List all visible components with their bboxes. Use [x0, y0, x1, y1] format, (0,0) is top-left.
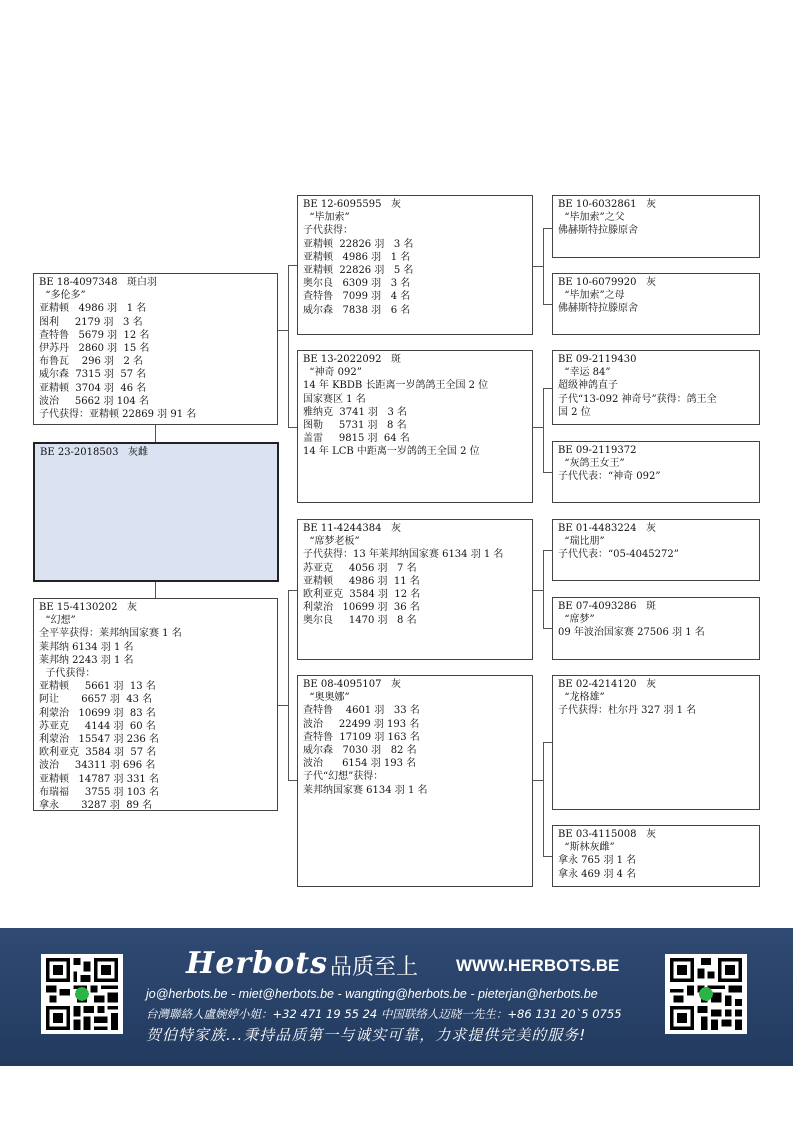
connector-line [543, 472, 552, 473]
pedigree-line: 利蒙治 15547 羽 236 名 [39, 734, 159, 746]
pedigree-line: 子代代表：“05-4045272” [558, 549, 679, 561]
pedigree-line: 奥尔良 1470 羽 8 名 [303, 615, 417, 627]
pedigree-dam-box [33, 598, 278, 811]
pedigree-line: BE 12-6095595 灰 [303, 199, 402, 210]
pedigree-line: BE 23-2018503 灰雌 [40, 447, 149, 458]
pedigree-line: “毕加索”之母 [558, 290, 625, 302]
pedigree-sire-sire-box [297, 195, 533, 335]
connector-line [288, 780, 297, 781]
pedigree-line: 奥尔良 6309 羽 3 名 [303, 278, 411, 290]
pedigree-line: 波治 6154 羽 193 名 [303, 758, 417, 770]
pedigree-line: “多伦多” [39, 290, 86, 302]
connector-line [288, 590, 289, 780]
pedigree-line: “毕加索” [303, 212, 350, 224]
connector-line [543, 742, 544, 856]
pedigree-line: 布鲁瓦 296 羽 2 名 [39, 356, 144, 368]
pedigree-line: 查特鲁 5679 羽 12 名 [39, 329, 150, 341]
connector-line [155, 425, 156, 442]
pedigree-line: 威尔森 7838 羽 6 名 [303, 304, 411, 316]
pedigree-sire-box [33, 273, 278, 425]
pedigree-line: 查特鲁 17109 羽 163 名 [303, 731, 420, 743]
pedigree-line: “幻想” [39, 615, 76, 627]
pedigree-sire-dam-box [297, 350, 533, 503]
pedigree-line: 莱邦纳 2243 羽 1 名 [39, 654, 134, 666]
connector-line [533, 780, 543, 781]
footer-banner [0, 928, 793, 1066]
pedigree-line: 苏亚克 4056 羽 7 名 [303, 562, 417, 574]
pedigree-line: 莱邦纳国家赛 6134 羽 1 名 [303, 784, 428, 796]
connector-line [543, 388, 544, 472]
company-motto: 贺伯特家族...秉持品质第一与诚实可靠，力求提供完美的服务! [146, 1026, 587, 1044]
pedigree-line: 阿让 6657 羽 43 名 [39, 694, 153, 706]
pedigree-dss-box [552, 519, 760, 581]
pedigree-line: 欧利亚克 3584 羽 12 名 [303, 589, 421, 601]
connector-line [533, 266, 543, 267]
pedigree-line: 子代获得：13 年莱邦纳国家赛 6134 羽 1 名 [303, 549, 504, 561]
pedigree-line: BE 01-4483224 灰 [558, 523, 657, 534]
pedigree-line: 子代“13-092 神奇号”获得：鸽王全 [558, 393, 717, 405]
pedigree-line: 拿永 765 羽 1 名 [558, 855, 637, 867]
pedigree-line: 图利 2179 羽 3 名 [39, 316, 143, 328]
pedigree-line: 波治 34311 羽 696 名 [39, 760, 156, 772]
pedigree-line: 威尔森 7030 羽 82 名 [303, 745, 417, 757]
pedigree-line: BE 15-4130202 灰 [39, 602, 138, 613]
pedigree-line: 利蒙治 10699 羽 83 名 [39, 707, 156, 719]
pedigree-line: 伊苏丹 2860 羽 15 名 [39, 343, 150, 355]
connector-line [543, 550, 544, 628]
pedigree-line: “灰鸽王女王” [558, 458, 625, 470]
pedigree-line: 盖雷 9815 羽 64 名 [303, 433, 410, 445]
pedigree-line: 佛赫斯特拉滕原舍 [558, 225, 638, 237]
pedigree-line: 利蒙治 10699 羽 36 名 [303, 602, 420, 614]
pedigree-line: 欧利亚克 3584 羽 57 名 [39, 747, 157, 759]
pedigree-line: 威尔森 7315 羽 57 名 [39, 369, 147, 381]
pedigree-dam-sire-box [297, 519, 533, 660]
qr-code-right-icon [665, 954, 747, 1034]
pedigree-line: 亚精顿 3704 羽 46 名 [39, 382, 147, 394]
pedigree-line: 莱邦纳 6134 羽 1 名 [39, 641, 134, 653]
connector-line [533, 590, 543, 591]
connector-line [543, 628, 552, 629]
pedigree-line: BE 13-2022092 斑 [303, 354, 402, 365]
pedigree-line: BE 08-4095107 灰 [303, 679, 402, 690]
pedigree-line: 亚精顿 5661 羽 13 名 [39, 681, 156, 693]
pedigree-sds-box [552, 350, 760, 425]
phone-contacts: 台灣聯絡人盧婉婷小姐：+32 471 19 55 24 中国联络人迈晓一先生：+86 131 20`5 0755 [146, 1007, 622, 1021]
pedigree-line: BE 07-4093286 斑 [558, 601, 657, 612]
connector-line [543, 228, 544, 304]
pedigree-line: 亚精顿 4986 羽 1 名 [39, 303, 147, 315]
pedigree-line: 子代获得： [39, 668, 96, 680]
pedigree-line: 国家赛区 1 名 [303, 393, 366, 405]
pedigree-line: “毕加索”之父 [558, 212, 625, 224]
pedigree-line: 图勒 5731 羽 8 名 [303, 420, 407, 432]
pedigree-line: 子代代表：“神奇 092” [558, 471, 661, 483]
pedigree-line: 亚精顿 22826 羽 5 名 [303, 265, 414, 277]
pedigree-line: 子代获得： [303, 225, 353, 237]
pedigree-line: 子代获得：亚精顿 22869 羽 91 名 [39, 409, 197, 421]
connector-line [288, 265, 297, 266]
pedigree-line: “奥奥娜” [303, 692, 350, 704]
connector-line [543, 856, 552, 857]
email-contacts[interactable]: jo@herbots.be - miet@herbots.be - wangting@herbots.be - pieterjan@herbots.be [146, 987, 598, 1001]
connector-line [278, 330, 288, 331]
brand-logo: Herbots [186, 946, 328, 981]
pedigree-line: “幸运 84” [558, 367, 611, 379]
pedigree-line: 亚精顿 22826 羽 3 名 [303, 238, 414, 250]
pedigree-sss-box [552, 195, 760, 258]
pedigree-line: 拿永 3287 羽 89 名 [39, 800, 153, 811]
pedigree-ddd-box [552, 825, 760, 887]
pedigree-line: 拿永 469 羽 4 名 [558, 868, 637, 880]
connector-line [288, 590, 297, 591]
pedigree-line: “席梦老板” [303, 536, 360, 548]
pedigree-dds-box [552, 675, 760, 810]
pedigree-line: BE 02-4214120 灰 [558, 679, 657, 690]
pedigree-line: 全平苹获得：莱邦纳国家赛 1 名 [39, 628, 182, 640]
connector-line [543, 388, 552, 389]
connector-line [155, 582, 156, 598]
pedigree-line: 苏亚克 4144 羽 60 名 [39, 720, 156, 732]
pedigree-line: BE 11-4244384 灰 [303, 523, 402, 534]
pedigree-line: BE 10-6079920 灰 [558, 277, 657, 288]
pedigree-line: “斯林灰雌” [558, 842, 615, 854]
pedigree-line: 国 2 位 [558, 406, 591, 418]
pedigree-line: BE 09-2119430 [558, 354, 637, 365]
pedigree-line: 亚精顿 14787 羽 331 名 [39, 773, 159, 785]
pedigree-line: 亚精顿 4986 羽 1 名 [303, 251, 411, 263]
pedigree-line: 子代“幻想”获得： [303, 771, 384, 783]
connector-line [288, 427, 297, 428]
pedigree-line: BE 03-4115008 灰 [558, 829, 657, 840]
connector-line [543, 228, 552, 229]
pedigree-line: “瑞比朋” [558, 536, 605, 548]
pedigree-line: “龙格雄” [558, 692, 605, 704]
pedigree-line: 子代获得：杜尔丹 327 羽 1 名 [558, 705, 697, 717]
pedigree-ssd-box [552, 273, 760, 335]
pedigree-line: “神奇 092” [303, 367, 362, 379]
connector-line [288, 265, 289, 427]
pedigree-line: 布瑞福 3755 羽 103 名 [39, 786, 159, 798]
pedigree-line: BE 10-6032861 灰 [558, 199, 657, 210]
pedigree-dsd-box [552, 597, 760, 660]
pedigree-line: 雅纳克 3741 羽 3 名 [303, 406, 408, 418]
pedigree-line: 佛赫斯特拉滕原舍 [558, 303, 638, 315]
pedigree-line: “席梦” [558, 614, 595, 626]
connector-line [543, 550, 552, 551]
pedigree-line: 波治 22499 羽 193 名 [303, 718, 420, 730]
connector-line [278, 705, 288, 706]
pedigree-line: 查特鲁 4601 羽 33 名 [303, 705, 420, 717]
pedigree-line: BE 09-2119372 [558, 445, 637, 456]
qr-code-left-icon [41, 954, 123, 1034]
pedigree-sdd-box [552, 441, 760, 503]
pedigree-subject-box [33, 442, 279, 582]
pedigree-dam-dam-box [297, 675, 533, 887]
connector-line [543, 304, 552, 305]
website-link[interactable]: WWW.HERBOTS.BE [456, 956, 620, 975]
pedigree-line: BE 18-4097348 斑白羽 [39, 277, 158, 288]
connector-line [533, 427, 543, 428]
pedigree-line: 14 年 LCB 中距离一岁鸽鸽王全国 2 位 [303, 446, 480, 458]
pedigree-line: 14 年 KBDB 长距离一岁鸽鸽王全国 2 位 [303, 380, 489, 392]
pedigree-line: 查特鲁 7099 羽 4 名 [303, 291, 411, 303]
connector-line [543, 742, 552, 743]
brand-slogan: 品质至上 [330, 955, 419, 980]
pedigree-line: 波治 5662 羽 104 名 [39, 395, 149, 407]
pedigree-line: 超级神鸽直子 [558, 380, 618, 392]
pedigree-line: 09 年波治国家赛 27506 羽 1 名 [558, 627, 705, 639]
pedigree-line: 亚精顿 4986 羽 11 名 [303, 575, 420, 587]
